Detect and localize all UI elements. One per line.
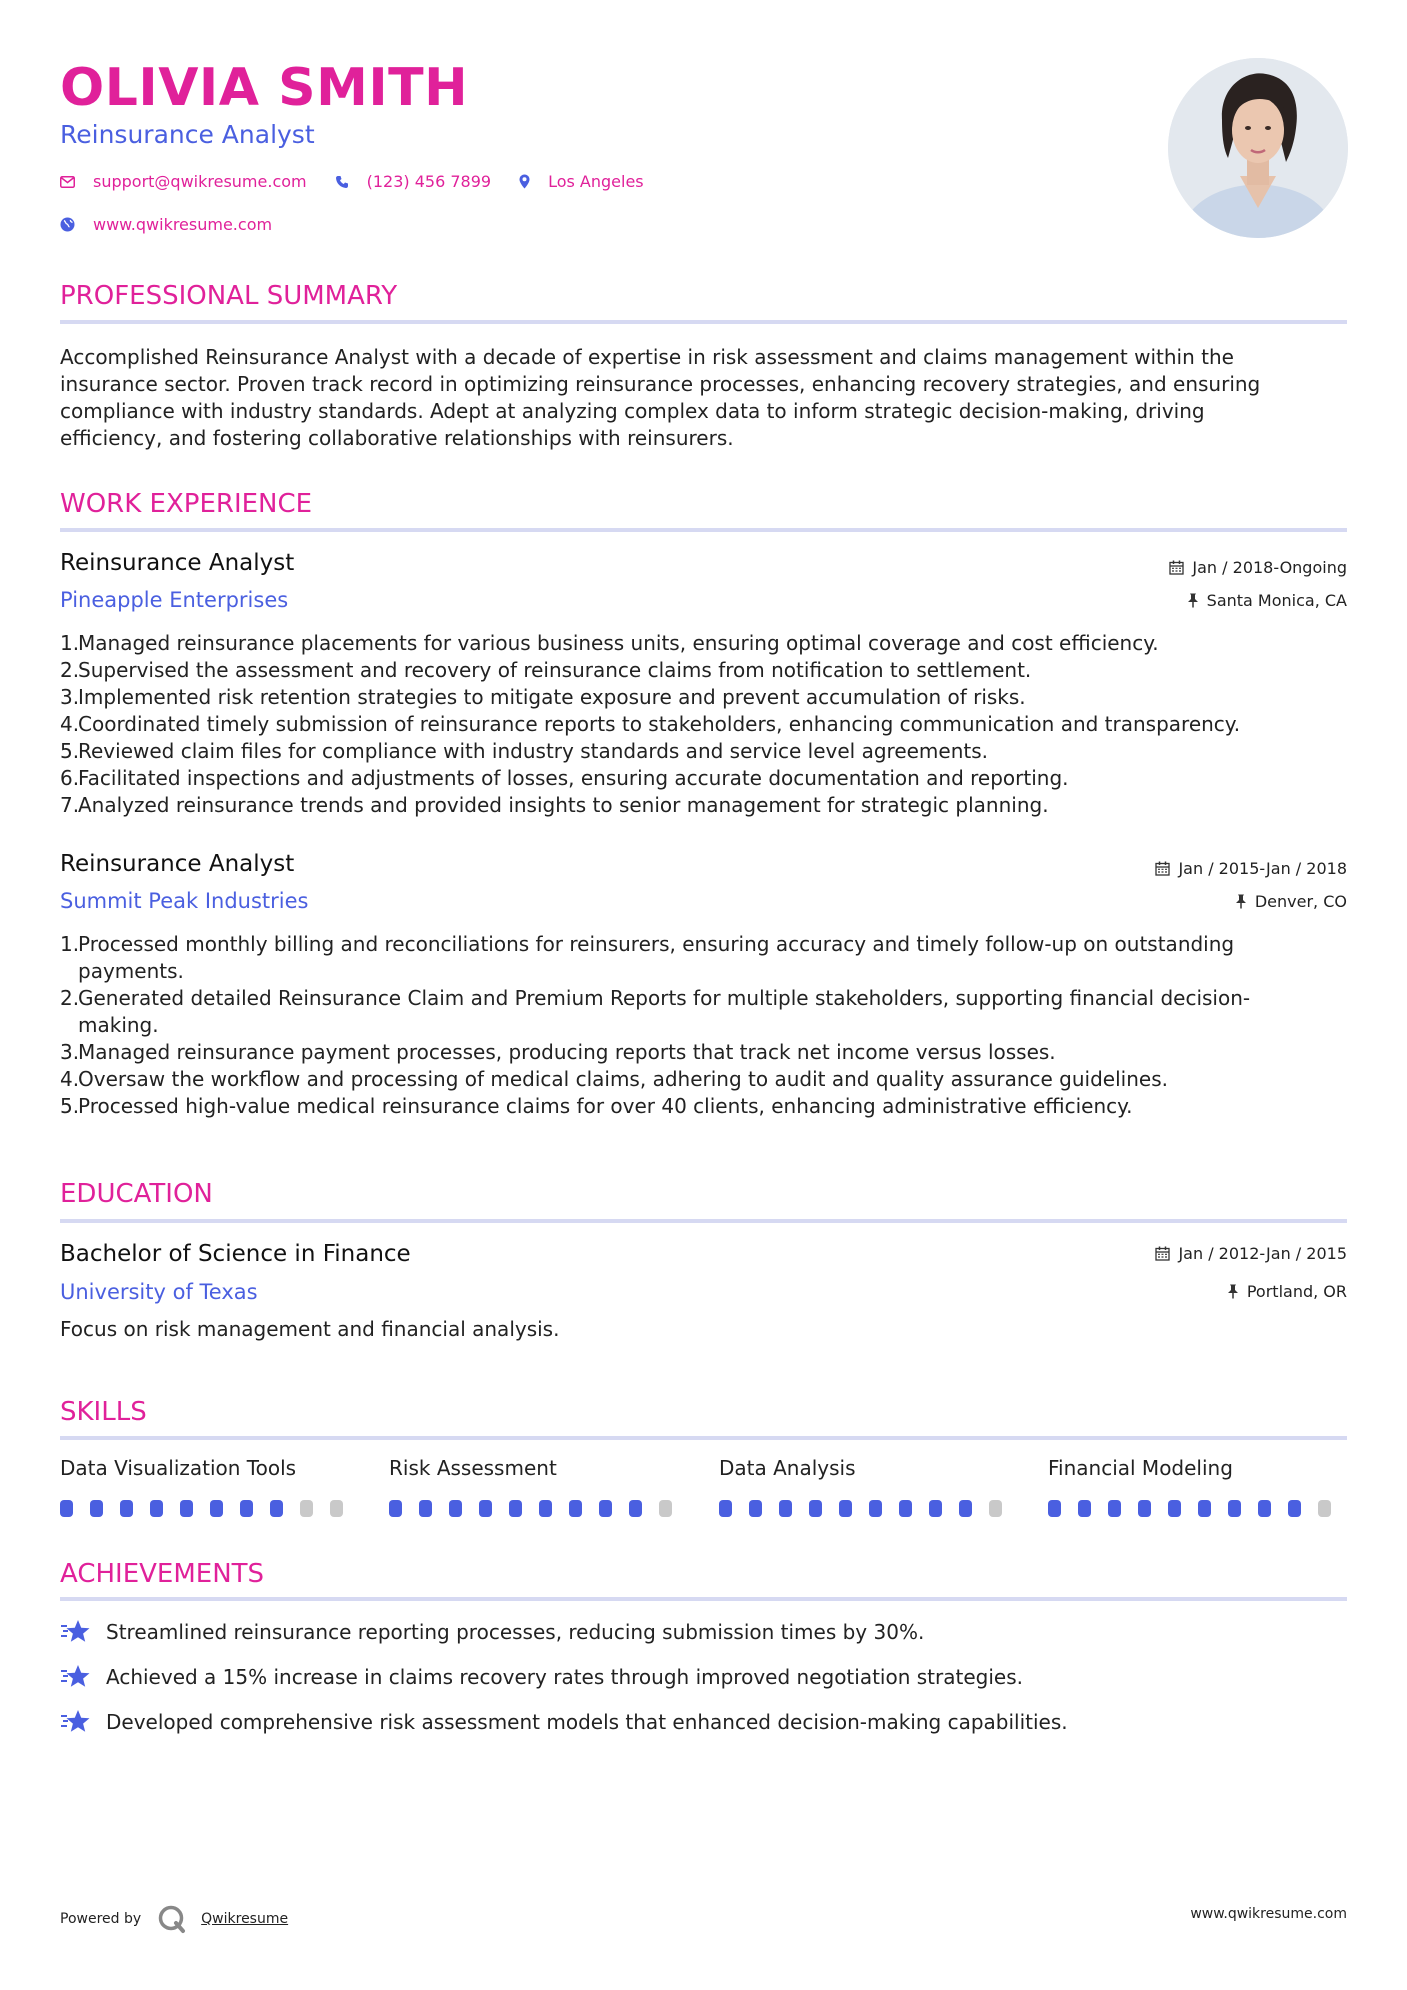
list-item: 4. Oversaw the workflow and processing of medical claims, adhering to audit and quality assurance guidelines. xyxy=(60,1067,1168,1091)
job-location xyxy=(1235,892,1347,911)
skill-item xyxy=(389,1456,689,1517)
list-item: 5. Processed high-value medical reinsurance claims for over 40 clients, enhancing administrative efficiency. xyxy=(60,1094,1133,1118)
achievement-item xyxy=(60,1619,924,1645)
envelope-icon xyxy=(60,176,75,188)
pushpin-icon xyxy=(1227,1284,1239,1299)
skill-dot-filled xyxy=(419,1500,432,1517)
summary-line: insurance sector. Proven track record in optimizing reinsurance processes, enhancing recovery strategies, and ensuring xyxy=(60,372,1261,396)
summary-divider xyxy=(60,320,1347,324)
skill-dot-filled xyxy=(120,1500,133,1517)
skill-dot-filled xyxy=(929,1500,942,1517)
contact-row-primary xyxy=(60,172,672,191)
job-title: Reinsurance Analyst xyxy=(60,851,295,877)
profile-photo xyxy=(1168,58,1348,238)
job-dates xyxy=(1169,558,1347,577)
skill-level-meter xyxy=(719,1500,1019,1517)
location-pin-icon xyxy=(519,174,530,189)
achievement-item xyxy=(60,1664,1023,1690)
skill-dot-filled xyxy=(839,1500,852,1517)
job-dates-text: Jan / 2015-Jan / 2018 xyxy=(1178,859,1347,878)
skill-dot-filled xyxy=(629,1500,642,1517)
skill-dot-filled xyxy=(90,1500,103,1517)
contact-row-secondary xyxy=(60,215,300,234)
skill-dot-filled xyxy=(509,1500,522,1517)
skill-dot-filled xyxy=(1048,1500,1061,1517)
education-location-text: Portland, OR xyxy=(1246,1282,1347,1301)
summary-line: efficiency, and fostering collaborative relationships with reinsurers. xyxy=(60,426,734,450)
star-icon xyxy=(60,1709,92,1735)
website-text: www.qwikresume.com xyxy=(93,215,273,234)
achievement-item xyxy=(60,1709,1068,1735)
skill-dot-filled xyxy=(719,1500,732,1517)
skill-dot-filled xyxy=(809,1500,822,1517)
pushpin-icon xyxy=(1235,894,1247,909)
contact-email[interactable] xyxy=(60,172,307,191)
list-item: 2. Generated detailed Reinsurance Claim and Premium Reports for multiple stakeholders, supporting financial decision- xyxy=(60,986,1251,1010)
list-item: payments. xyxy=(78,959,184,983)
candidate-name: OLIVIA SMITH xyxy=(60,58,469,118)
job-bullets xyxy=(60,931,1347,1120)
skill-name: Data Analysis xyxy=(719,1456,856,1480)
footer-site[interactable]: www.qwikresume.com xyxy=(1190,1906,1347,1922)
education-location xyxy=(1227,1282,1347,1301)
list-item: 5. Reviewed claim files for compliance with industry standards and service level agreements. xyxy=(60,739,989,763)
pushpin-icon xyxy=(1187,593,1199,608)
contact-location xyxy=(519,172,644,191)
skill-dot-filled xyxy=(1108,1500,1121,1517)
skill-dot-filled xyxy=(270,1500,283,1517)
skill-name: Risk Assessment xyxy=(389,1456,557,1480)
skill-dot-filled xyxy=(150,1500,163,1517)
degree-title: Bachelor of Science in Finance xyxy=(60,1241,411,1267)
list-item: 2. Supervised the assessment and recovery of reinsurance claims from notification to settlement. xyxy=(60,658,1032,682)
summary-text xyxy=(60,344,1347,452)
experience-heading: WORK EXPERIENCE xyxy=(60,489,313,519)
skill-dot-filled xyxy=(1138,1500,1151,1517)
phone-text: (123) 456 7899 xyxy=(366,172,492,191)
achievement-text: Streamlined reinsurance reporting processes, reducing submission times by 30%. xyxy=(106,1620,925,1644)
skill-dot-filled xyxy=(779,1500,792,1517)
skill-level-meter xyxy=(60,1500,360,1517)
list-item: 7. Analyzed reinsurance trends and provided insights to senior management for strategic planning. xyxy=(60,793,1049,817)
education-divider xyxy=(60,1219,1347,1223)
resume-page xyxy=(60,0,1347,1990)
experience-divider xyxy=(60,528,1347,532)
summary-heading: PROFESSIONAL SUMMARY xyxy=(60,281,398,311)
skill-dot-empty xyxy=(989,1500,1002,1517)
achievement-text: Achieved a 15% increase in claims recovery rates through improved negotiation strategies. xyxy=(106,1665,1023,1689)
skill-dot-filled xyxy=(1258,1500,1271,1517)
job-dates xyxy=(1155,859,1347,878)
job-company: Summit Peak Industries xyxy=(60,889,309,913)
job-location-text: Santa Monica, CA xyxy=(1206,591,1347,610)
job-title: Reinsurance Analyst xyxy=(60,550,295,576)
skill-dot-empty xyxy=(659,1500,672,1517)
skill-dot-filled xyxy=(180,1500,193,1517)
achievements-divider xyxy=(60,1597,1347,1601)
calendar-icon xyxy=(1155,1246,1170,1261)
star-icon xyxy=(60,1664,92,1690)
job-company: Pineapple Enterprises xyxy=(60,588,289,612)
skill-dot-filled xyxy=(959,1500,972,1517)
candidate-title: Reinsurance Analyst xyxy=(60,120,315,149)
powered-by xyxy=(60,1904,288,1934)
skill-dot-filled xyxy=(60,1500,73,1517)
list-item: 3. Implemented risk retention strategies to mitigate exposure and prevent accumulation of risks. xyxy=(60,685,1026,709)
list-item: making. xyxy=(78,1013,159,1037)
skill-name: Financial Modeling xyxy=(1048,1456,1233,1480)
skill-item xyxy=(719,1456,1019,1517)
skill-dot-filled xyxy=(1288,1500,1301,1517)
skill-dot-filled xyxy=(899,1500,912,1517)
skill-dot-filled xyxy=(569,1500,582,1517)
skill-item xyxy=(1048,1456,1348,1517)
list-item: 1. Processed monthly billing and reconciliations for reinsurers, ensuring accuracy and timely follow-up on outstanding xyxy=(60,932,1235,956)
list-item: 1. Managed reinsurance placements for various business units, ensuring optimal coverage and cost efficiency. xyxy=(60,631,1159,655)
achievements-heading: ACHIEVEMENTS xyxy=(60,1559,265,1589)
skill-dot-filled xyxy=(869,1500,882,1517)
location-text: Los Angeles xyxy=(548,172,644,191)
skill-dot-filled xyxy=(539,1500,552,1517)
job-location-text: Denver, CO xyxy=(1254,892,1347,911)
skill-dot-empty xyxy=(300,1500,313,1517)
contact-website[interactable] xyxy=(60,215,272,234)
skill-dot-filled xyxy=(1168,1500,1181,1517)
skill-dot-filled xyxy=(1228,1500,1241,1517)
skills-divider xyxy=(60,1436,1347,1440)
skill-dot-filled xyxy=(449,1500,462,1517)
skill-dot-filled xyxy=(210,1500,223,1517)
calendar-icon xyxy=(1169,560,1184,575)
powered-by-label: Powered by xyxy=(60,1911,142,1927)
job-dates-text: Jan / 2018-Ongoing xyxy=(1192,558,1347,577)
skill-dot-empty xyxy=(1318,1500,1331,1517)
skill-item xyxy=(60,1456,360,1517)
education-heading: EDUCATION xyxy=(60,1179,213,1209)
skill-dot-filled xyxy=(1198,1500,1211,1517)
list-item: 4. Coordinated timely submission of reinsurance reports to stakeholders, enhancing communication and transparency. xyxy=(60,712,1241,736)
skill-level-meter xyxy=(389,1500,689,1517)
globe-icon xyxy=(60,217,75,232)
brand-link[interactable]: Qwikresume xyxy=(201,1911,289,1927)
skill-level-meter xyxy=(1048,1500,1348,1517)
skill-dot-empty xyxy=(330,1500,343,1517)
list-item: 6. Facilitated inspections and adjustments of losses, ensuring accurate documentation and reporting. xyxy=(60,766,1069,790)
summary-line: compliance with industry standards. Adept at analyzing complex data to inform strategic decision-making, driving xyxy=(60,399,1205,423)
contact-phone[interactable] xyxy=(335,172,491,191)
phone-icon xyxy=(335,175,349,189)
school-name: University of Texas xyxy=(60,1280,258,1304)
education-dates-text: Jan / 2012-Jan / 2015 xyxy=(1178,1244,1347,1263)
skill-dot-filled xyxy=(1078,1500,1091,1517)
job-bullets xyxy=(60,630,1347,819)
skill-dot-filled xyxy=(749,1500,762,1517)
qwikresume-logo-icon xyxy=(157,1904,187,1934)
skill-dot-filled xyxy=(479,1500,492,1517)
summary-line: Accomplished Reinsurance Analyst with a decade of expertise in risk assessment and claims management within the xyxy=(60,345,1234,369)
skill-name: Data Visualization Tools xyxy=(60,1456,297,1480)
list-item: 3. Managed reinsurance payment processes, producing reports that track net income versus losses. xyxy=(60,1040,1056,1064)
calendar-icon xyxy=(1155,861,1170,876)
job-location xyxy=(1187,591,1347,610)
email-text: support@qwikresume.com xyxy=(93,172,307,191)
star-icon xyxy=(60,1619,92,1645)
skill-dot-filled xyxy=(389,1500,402,1517)
skills-heading: SKILLS xyxy=(60,1397,147,1427)
skill-dot-filled xyxy=(240,1500,253,1517)
education-dates xyxy=(1155,1244,1347,1263)
education-note: Focus on risk management and financial analysis. xyxy=(60,1317,560,1341)
skill-dot-filled xyxy=(599,1500,612,1517)
achievement-text: Developed comprehensive risk assessment models that enhanced decision-making capabilities. xyxy=(106,1710,1068,1734)
